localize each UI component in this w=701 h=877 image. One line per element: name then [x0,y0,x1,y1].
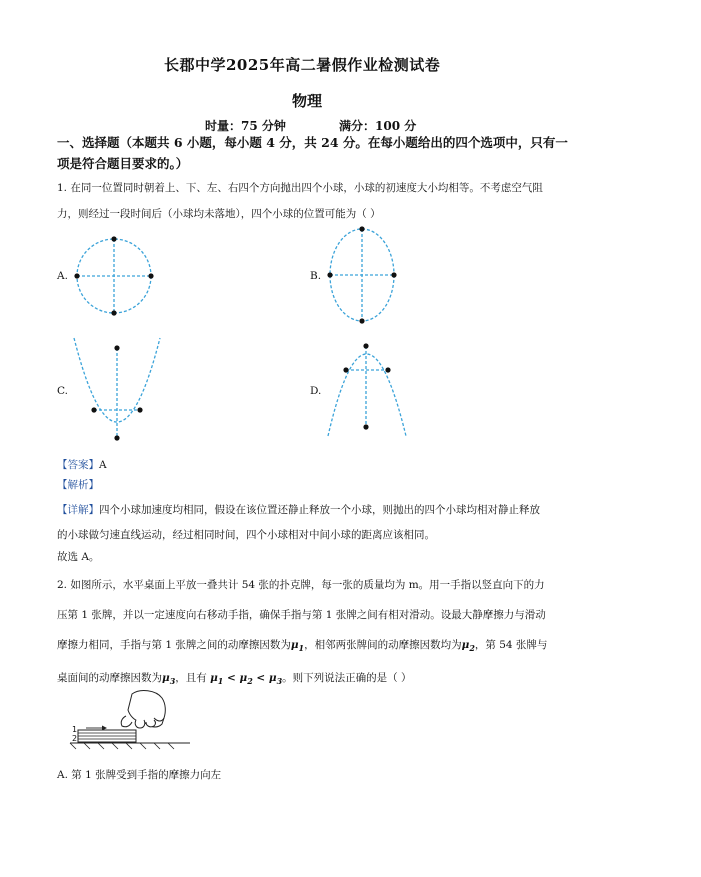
card-deck-figure [70,688,190,750]
section-heading-line1: 一、选择题（本题共 6 小题，每小题 4 分，共 24 分。在每小题给出的四个选项中，只有一 [57,135,568,150]
q2-option-a: A. 第 1 张牌受到手指的摩擦力向左 [57,769,222,781]
q1-line1: 1. 在同一位置同时朝着上、下、左、右四个方向抛出四个小球，小球的初速度大小均相等。不考虑空气阻 [57,182,543,194]
answer-value: A [99,459,107,471]
option-b-label: B. [310,270,322,282]
mu-1: $\mu_1$ [290,639,305,654]
q1-line2: 力，则经过一段时间后（小球均未落地），四个小球的位置可能为（ ） [57,208,381,220]
ball-right [137,407,142,412]
ball-left [91,407,96,412]
subject-title: 物理 [292,92,323,110]
ball-bottom [114,435,119,440]
option-a-label: A. [57,270,68,282]
score-label: 满分：100 分 [339,119,417,133]
section-heading-line2: 项是符合题目要求的。） [57,156,189,171]
q2-line3: 摩擦力相同，手指与第 1 张牌之间的动摩擦因数为$\mu_1$，相邻两张牌间的动摩擦因数均为$\mu_2$，第 54 张牌与 [57,639,548,654]
ball-top [114,345,119,350]
ball-bottom [111,310,116,315]
answer-line [57,453,107,472]
time-label: 时量：75 分钟 [205,119,286,133]
q2-line2: 压第 1 张牌，并以一定速度向右移动手指，确保手指与第 1 张牌之间有相对滑动。设最大静摩擦力与滑动 [57,609,546,621]
ball-left [327,272,332,277]
exam-title: 长郡中学2025年高二暑假作业检测试卷 [164,56,441,74]
conclusion: 故选 A。 [57,551,100,563]
figure-label-1: 1 [72,725,78,734]
ball-right [385,367,390,372]
mu-3: $\mu_3$ [162,672,176,687]
answer-tag: 【答案】 [57,459,99,471]
ball-bottom [359,318,364,323]
option-b-figure [326,223,406,327]
q2-line4: 桌面间的动摩擦因数为$\mu_3$，且有 $\mu_1 < \mu_2 < \mu_3$。则下列说法正确的是（ ） [57,672,412,687]
ball-top [359,226,364,231]
option-a-figure [70,234,160,318]
option-c-figure [68,336,168,444]
question-2-stem [57,570,687,696]
mu-2: $\mu_2$ [461,639,475,654]
detail-block [57,498,677,548]
option-d-label: D. [310,385,322,397]
ball-bottom [363,424,368,429]
figure-label-2: 2 [72,734,78,743]
q2-line1: 2. 如图所示，水平桌面上平放一叠共计 54 张的扑克牌，每一张的质量均为 m。用一手指以竖直向下的力 [57,579,545,591]
analysis-tag: 【解析】 [57,479,99,491]
ball-top [363,343,368,348]
section-heading [57,132,667,174]
detail-tag: 【详解】 [57,504,99,516]
option-d-figure [324,338,414,438]
ball-left [74,273,79,278]
ball-right [391,272,396,277]
question-1-stem [57,175,657,227]
detail-line2: 的小球做匀速直线运动，经过相同时间，四个小球相对中间小球的距离应该相同。 [57,529,435,541]
ball-top [111,236,116,241]
ball-right [148,273,153,278]
inequality: $\mu_1 < \mu_2 < \mu_3$ [210,672,283,687]
option-c-label: C. [57,385,68,397]
ball-left [343,367,348,372]
detail-line1: 四个小球加速度均相同，假设在该位置还静止释放一个小球，则抛出的四个小球均相对静止释放 [99,504,540,516]
